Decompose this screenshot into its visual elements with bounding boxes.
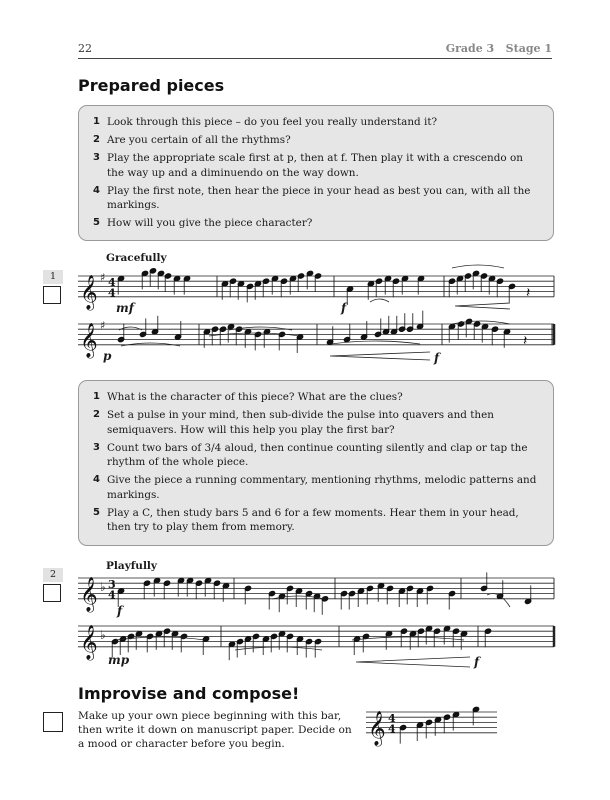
time-signature-bottom: 4 <box>388 722 396 736</box>
running-title: Grade 3 Stage 1 <box>445 42 552 55</box>
dynamic-f: f <box>341 301 347 315</box>
dynamic-f: f <box>117 604 123 618</box>
dynamic-p: p <box>103 349 112 363</box>
dynamic-mf: mf <box>116 301 134 315</box>
question-item: 1 Look through this piece – do you feel you really understand it? <box>93 116 438 128</box>
time-signature-top: 4 <box>108 276 116 289</box>
section-title-improvise: Improvise and compose! <box>78 684 300 703</box>
time-signature-top: 4 <box>388 712 396 725</box>
questions-box-piece2 <box>78 380 554 546</box>
practice-checkbox-improvise[interactable] <box>43 712 63 732</box>
section-title-prepared: Prepared pieces <box>78 76 225 95</box>
question-item: 2 Are you certain of all the rhythms? <box>93 134 291 147</box>
piece-number-2: 2 <box>43 568 63 582</box>
key-signature-flat: ♭ <box>100 628 106 642</box>
crescendo-hairpin <box>356 657 470 667</box>
treble-clef-icon: 𝄞 <box>368 710 386 746</box>
question-item: 3 Count two bars of 3/4 aloud, then continue counting silently and clap or tap the rhythm of the whole piece. <box>93 441 528 469</box>
question-item: 3 Play the appropriate scale first at p, then at f. Then play it with a crescendo on the way up and a diminuendo on the way down. <box>93 152 523 179</box>
time-signature-bottom: 4 <box>108 588 116 602</box>
tempo-marking-piece2: Playfully <box>106 560 158 572</box>
question-item: 5 How will you give the piece character? <box>93 217 313 230</box>
key-signature-sharp: ♯ <box>100 271 106 284</box>
question-item: 5 Play a C, then study bars 5 and 6 for a few moments. Hear them in your head, then try to play them from memory. <box>93 506 519 534</box>
rest-icon: 𝄽 <box>523 333 528 349</box>
time-signature-top: 3 <box>108 578 116 591</box>
question-item: 2 Set a pulse in your mind, then sub-divide the pulse into quavers and then semiquavers. How will this help you play the first bar? <box>93 409 494 436</box>
treble-clef-icon: 𝄞 <box>80 624 98 660</box>
tempo-marking-piece1: Gracefully <box>106 252 167 264</box>
question-item: 4 Play the first note, then hear the piece in your head as best you can, with all the markings. <box>93 184 531 212</box>
piece-number-1: 1 <box>43 270 63 284</box>
treble-clef-icon: 𝄞 <box>80 322 98 358</box>
dynamic-f-2: f <box>434 351 440 365</box>
slur <box>370 299 389 302</box>
treble-clef-icon: 𝄞 <box>80 274 98 310</box>
slur <box>452 265 504 268</box>
slur <box>235 647 322 650</box>
improvise-instructions: Make up your own piece beginning with this bar, then write it down on manuscript paper. Decide on a mood or character before you begin. <box>78 710 352 750</box>
treble-clef-icon: 𝄞 <box>80 576 98 612</box>
crescendo-hairpin <box>455 303 510 309</box>
crescendo-hairpin <box>330 352 430 360</box>
dynamic-f-2: f <box>474 655 480 669</box>
rest-icon: 𝄽 <box>526 285 531 301</box>
key-signature-sharp: ♯ <box>100 319 106 332</box>
question-item: 4 Give the piece a running commentary, mentioning rhythms, melodic patterns and markings. <box>93 474 537 501</box>
page-number: 22 <box>78 42 92 55</box>
dynamic-mp: mp <box>108 653 130 667</box>
key-signature-flat: ♭ <box>100 580 106 594</box>
time-signature-bottom: 4 <box>108 286 116 300</box>
practice-checkbox-piece2[interactable] <box>43 584 61 602</box>
question-item: 1 What is the character of this piece? What are the clues? <box>93 391 403 403</box>
